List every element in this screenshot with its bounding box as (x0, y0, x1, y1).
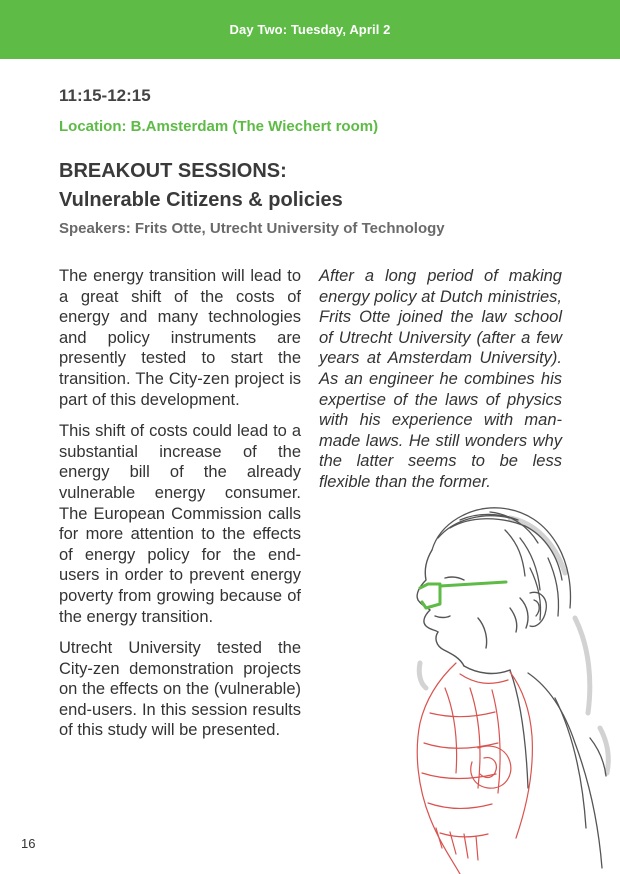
session-title-line1: BREAKOUT SESSIONS: (59, 160, 287, 182)
description-paragraph: This shift of costs could lead to a substantial increase of the energy bill of the already vulnerable energy consumer. The European Commission calls for more attention to the effects of energy policy for the end-users in order to prevent energy poverty from growing because of the energy transition. (59, 422, 301, 626)
speaker-bio-column (319, 266, 562, 493)
description-paragraph: Utrecht University tested the City-zen demonstration projects on the effects on the (vulnerable) end-users. In this session results of this study will be presented. (59, 639, 301, 740)
session-speakers: Speakers: Frits Otte, Utrecht University of Technology (59, 220, 445, 237)
session-location: Location: B.Amsterdam (The Wiechert room) (59, 118, 379, 135)
page-header (0, 0, 620, 59)
speaker-bio: After a long period of making energy policy at Dutch ministries, Frits Otte joined the law school of Utrecht University (after a few years at Amsterdam University). As an engineer he combines his expertise of the laws of physics with his experience with man-made laws. He still wonders why the latter seems to be less flexible than the former. (319, 267, 562, 491)
page-number: 16 (21, 836, 36, 851)
speaker-portrait-sketch-icon (360, 498, 620, 874)
description-paragraph: The energy transition will lead to a great shift of the costs of energy and many technologies and policy instruments are presently tested to start the transition. The City-zen project is part of this development. (59, 267, 301, 409)
description-column (59, 266, 301, 752)
session-time: 11:15-12:15 (59, 86, 151, 105)
session-title (59, 157, 343, 215)
session-title-line2: Vulnerable Citizens & policies (59, 189, 343, 211)
header-title: Day Two: Tuesday, April 2 (229, 22, 391, 37)
